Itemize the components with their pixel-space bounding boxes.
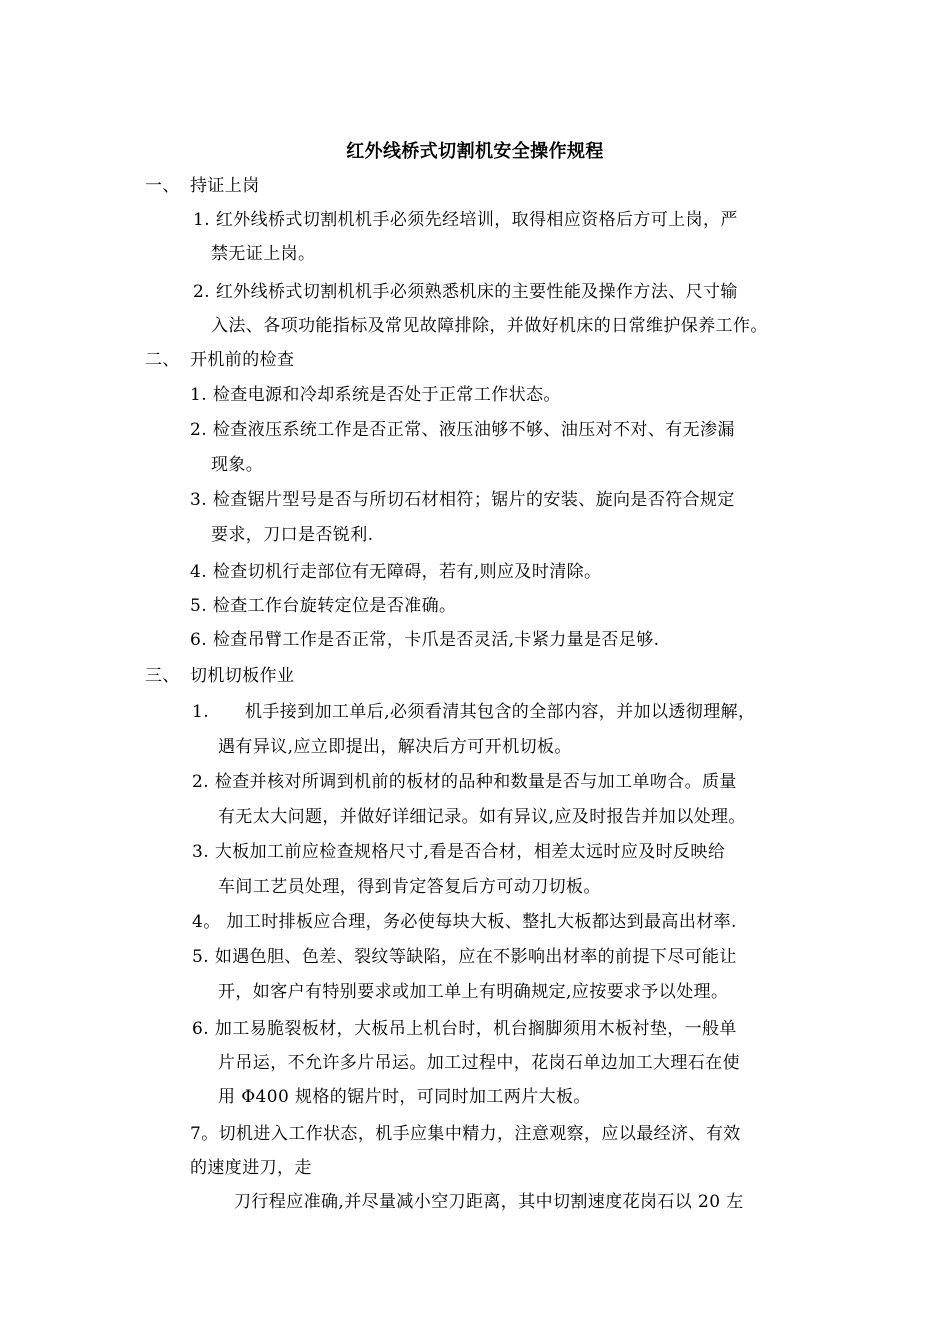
- s3-item-6-line-2: 片吊运，不允许多片吊运。加工过程中，花岗石单边加工大理石在使: [218, 1053, 740, 1073]
- section-3-heading: 切机切板作业: [190, 666, 295, 686]
- document-title: 红外线桥式切割机安全操作规程: [346, 141, 604, 162]
- s2-item-3-line-1: 3. 检查锯片型号是否与所切石材相符；锯片的安装、旋向是否符合规定: [190, 490, 735, 510]
- section-2-heading: 开机前的检查: [190, 350, 295, 370]
- s2-item-5-line-1: 5. 检查工作台旋转定位是否准确。: [190, 596, 457, 616]
- s3-item-1-number: 1.: [192, 702, 210, 722]
- s1-item-1-line-1: 1. 红外线桥式切割机机手必须先经培训，取得相应资格后方可上岗，严: [193, 210, 738, 230]
- s2-item-2-line-1: 2. 检查液压系统工作是否正常、液压油够不够、油压对不对、有无渗漏: [190, 420, 735, 440]
- s1-item-1-line-2: 禁无证上岗。: [211, 244, 316, 264]
- s3-item-1-line-2: 遇有异议,应立即提出，解决后方可开机切板。: [218, 737, 572, 757]
- section-1-heading: 持证上岗: [190, 176, 260, 196]
- s3-item-5-line-1: 5. 如遇色胆、色差、裂纹等缺陷，应在不影响出材率的前提下尽可能让: [192, 947, 737, 967]
- s2-item-3-line-2: 要求，刀口是否锐利.: [211, 525, 374, 545]
- s3-item-2-line-2: 有无太大问题，并做好详细记录。如有异议,应及时报告并加以处理。: [218, 807, 746, 827]
- s2-item-6-line-1: 6. 检查吊臂工作是否正常，卡爪是否灵活,卡紧力量是否足够.: [190, 630, 660, 650]
- section-1-number: 一、: [145, 176, 180, 196]
- s3-item-7-line-1: 7。切机进入工作状态，机手应集中精力，注意观察，应以最经济、有效: [190, 1124, 741, 1144]
- section-3-number: 三、: [145, 666, 180, 686]
- s3-item-2-line-1: 2. 检查并核对所调到机前的板材的品种和数量是否与加工单吻合。质量: [192, 772, 737, 792]
- s3-item-5-line-2: 开，如客户有特别要求或加工单上有明确规定,应按要求予以处理。: [218, 982, 729, 1002]
- s3-item-6-line-1: 6. 加工易脆裂板材，大板吊上机台时，机台搁脚须用木板衬垫，一般单: [192, 1019, 737, 1039]
- section-2-number: 二、: [145, 350, 180, 370]
- s3-item-4-line-1: 4。 加工时排板应合理，务必使每块大板、整扎大板都达到最高出材率.: [192, 912, 737, 932]
- s3-item-6-line-3: 用 Φ400 规格的锯片时，可同时加工两片大板。: [218, 1087, 591, 1107]
- s1-item-2-line-1: 2. 红外线桥式切割机机手必须熟悉机床的主要性能及操作方法、尺寸输: [193, 282, 738, 302]
- s3-item-3-line-2: 车间工艺员处理，得到肯定答复后方可动刀切板。: [218, 877, 601, 897]
- s2-item-4-line-1: 4. 检查切机行走部位有无障碍，若有,则应及时清除。: [190, 562, 602, 582]
- s2-item-1-line-1: 1. 检查电源和冷却系统是否处于正常工作状态。: [190, 385, 561, 405]
- s3-item-7-line-3: 刀行程应准确,并尽量减小空刀距离，其中切割速度花岗石以 20 左: [234, 1192, 744, 1212]
- s1-item-2-line-2: 入法、各项功能指标及常见故障排除，并做好机床的日常维护保养工作。: [211, 316, 768, 336]
- s3-item-3-line-1: 3. 大板加工前应检查规格尺寸,看是否合材，相差太远时应及时反映给: [192, 842, 726, 862]
- s3-item-1-line-1: 机手接到加工单后,必须看清其包含的全部内容，并加以透彻理解，: [245, 702, 756, 722]
- s2-item-2-line-2: 现象。: [211, 455, 264, 475]
- s3-item-7-line-2: 的速度进刀，走: [190, 1158, 312, 1178]
